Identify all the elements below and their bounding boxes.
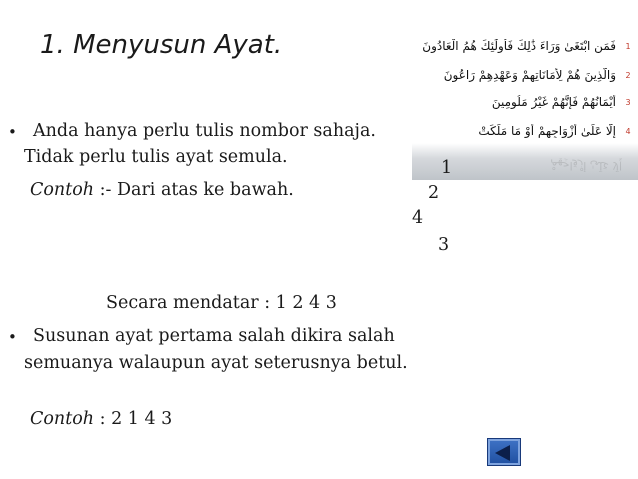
example1-number-2: 2: [428, 183, 440, 203]
verse-number-3: 3: [625, 97, 631, 107]
verse-text-1: فَمَنِ ابْتَغَىٰ وَرَاءَ ذَٰلِكَ فَأُولَٰئِكَ هُمُ الْعَادُونَ: [422, 39, 616, 53]
example1-number-3: 4: [412, 208, 424, 228]
bullet1-line1: Anda hanya perlu tulis nombor sahaja.: [33, 121, 376, 141]
verse-row-2: [412, 63, 638, 87]
example1-text: :- Dari atas ke bawah.: [94, 180, 294, 200]
bullet2-line1: Susunan ayat pertama salah dikira salah: [33, 326, 395, 346]
bullet2-line2: semuanya walaupun ayat seterusnya betul.: [24, 353, 408, 373]
verse-number-1: 1: [625, 41, 631, 51]
back-nav-button[interactable]: [487, 438, 521, 466]
slide-title: 1. Menyusun Ayat.: [40, 30, 283, 60]
example2-line: [30, 408, 172, 430]
bullet-dot-1: •: [8, 123, 17, 141]
verse-number-2: 2: [625, 70, 631, 80]
example1-number-1: 1: [441, 158, 453, 178]
bullet1-line2: Tidak perlu tulis ayat semula.: [24, 147, 288, 167]
verse-row-3: [412, 90, 638, 114]
verse-text-3: أَيْمَانُهُمْ فَإِنَّهُمْ غَيْرُ مَلُومِينَ: [491, 95, 616, 109]
example2-text: : 2 1 4 3: [94, 409, 173, 429]
verse-row-1: [412, 34, 638, 58]
verse-text-4: إِلَّا عَلَىٰ أَزْوَاجِهِمْ أَوْ مَا مَلَكَتْ: [478, 124, 616, 138]
example1-label: Contoh: [30, 180, 95, 200]
back-arrow-icon: [488, 439, 522, 467]
verse-number-4: 4: [625, 126, 631, 136]
example1-horizontal: Secara mendatar : 1 2 4 3: [106, 293, 337, 313]
example2-label: Contoh: [30, 409, 95, 429]
example1-line: [30, 179, 294, 201]
bullet-dot-2: •: [8, 328, 17, 346]
example1-number-4: 3: [438, 235, 450, 255]
verse-reflection: إِلَّا عَلَىٰ أَزْوَاجِهِمْ: [550, 159, 622, 172]
verse-row-4: [412, 119, 638, 143]
verse-text-2: وَالَّذِينَ هُمْ لِأَمَانَاتِهِمْ وَعَهْدِهِمْ رَاعُونَ: [443, 68, 616, 82]
